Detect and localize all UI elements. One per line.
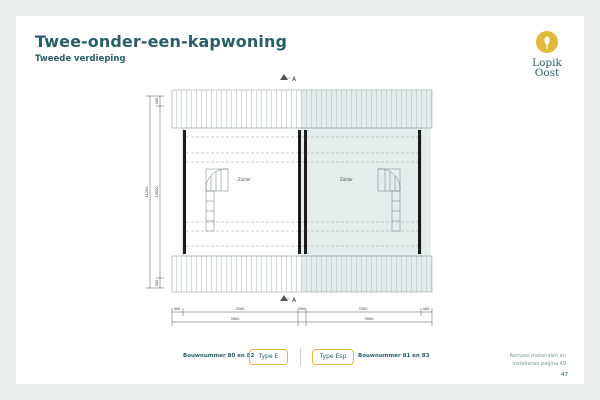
dimension-labels-bottom [174, 307, 430, 321]
bouwnummer-left: Bouwnummer 80 en 82 [183, 353, 255, 359]
logo-text-line1: Lopik [532, 57, 562, 69]
dim-left-1: 300 [155, 97, 159, 105]
footer-divider [300, 348, 301, 366]
dim-left-3: 300 [155, 279, 159, 287]
bouwnummer-right: Bouwnummer 81 en 83 [358, 353, 430, 359]
dimension-labels-left [145, 98, 159, 287]
dim-bottom-total-right: 3900 [364, 317, 374, 321]
staircase-left [206, 169, 228, 231]
dim-left-2: 10600 [155, 186, 159, 198]
section-mark-top [280, 74, 297, 83]
section-label-bottom: A [292, 297, 297, 304]
room-label-left: Zolder [238, 177, 251, 182]
renvooi-note-line1: Renvooi materialen en [509, 353, 566, 359]
room-label-right: Zolder [340, 177, 353, 182]
dim-bottom-2: 3300 [235, 307, 245, 311]
page-number: 47 [561, 372, 568, 378]
dim-bottom-5: 400 [422, 307, 430, 311]
dim-bottom-3: 300 [298, 307, 306, 311]
dim-bottom-total-left: 3900 [230, 317, 240, 321]
dim-bottom-1: 400 [173, 307, 181, 311]
renvooi-note [484, 352, 566, 368]
dim-bottom-4: 3300 [358, 307, 368, 311]
brochure-page [16, 16, 584, 384]
logo-text-line2: Oost [534, 67, 560, 79]
dim-left-total: 11200 [145, 186, 149, 198]
roof-bottom [172, 256, 432, 292]
section-label-top: A [292, 76, 297, 83]
page-subtitle: Tweede verdieping [35, 54, 126, 64]
roof-top [172, 90, 432, 128]
type-badge-right: Type Esp [312, 349, 354, 365]
floor-plan [16, 16, 584, 346]
section-mark-bottom [280, 295, 297, 304]
page-title: Twee-onder-een-kapwoning [35, 32, 288, 51]
renvooi-note-line2: installaties pagina 49 [512, 361, 566, 367]
type-badge-left: Type E [249, 349, 288, 365]
